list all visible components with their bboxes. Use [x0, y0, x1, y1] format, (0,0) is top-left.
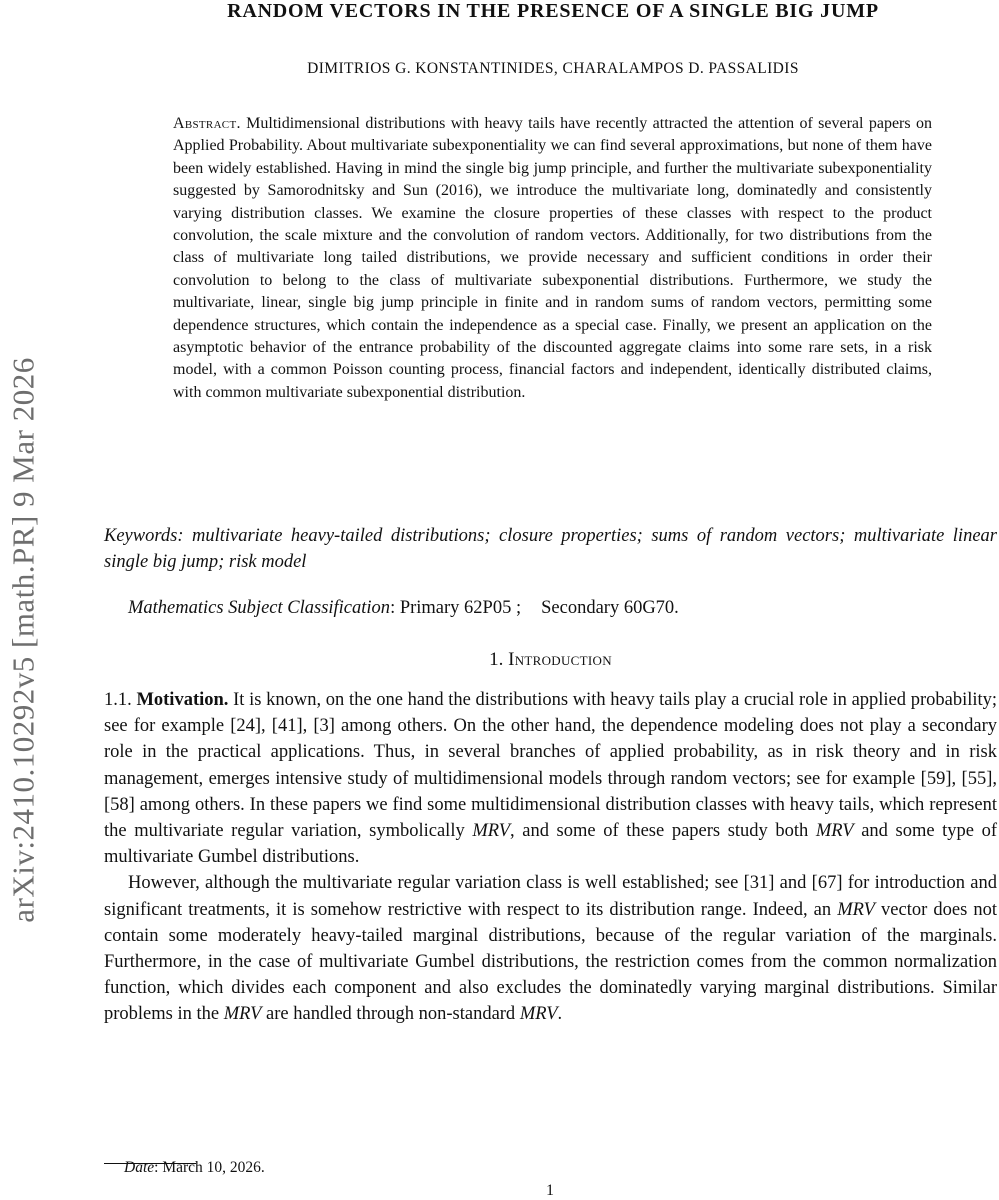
subject-classification [128, 595, 988, 621]
page-number: 1 [546, 1182, 554, 1199]
introduction-body [104, 687, 997, 1028]
arxiv-identifier [0, 280, 48, 1000]
math-symbol: MRV [815, 821, 854, 842]
paragraph-text: , and some of these papers study both [510, 821, 809, 842]
footnote-label: Date [124, 1159, 155, 1176]
subsection-number: 1.1. [104, 690, 132, 710]
msc-primary: : Primary 62P05 ; [390, 598, 522, 618]
math-symbol: MRV [223, 1004, 262, 1025]
paragraph [104, 870, 997, 1027]
keywords: Keywords: multivariate heavy-tailed distributions; closure properties; sums of random vectors; multivariate linear single big jump; risk model [104, 526, 997, 572]
subsection-title: Motivation. [136, 690, 229, 710]
section-title: Introduction [508, 649, 612, 670]
paragraph-text: However, although the multivariate regular variation class is well established; see [31] and [67] for introduction and significant treatments, it is somehow restrictive with respect to its distribution range. Indeed, an [104, 873, 997, 920]
paper-title: RANDOM VECTORS IN THE PRESENCE OF A SINGLE BIG JUMP [227, 0, 879, 22]
math-symbol: MRV [519, 1004, 558, 1025]
math-symbol: MRV [472, 821, 511, 842]
section-heading [104, 649, 997, 671]
footnote-text: : March 10, 2026. [154, 1159, 265, 1176]
paragraph-text: It is known, on the one hand the distributions with heavy tails play a crucial role in applied probability; see for example [24], [41], [3] among others. On the other hand, the dependence modeling does not play a secondary role in the practical applications. Thus, in several branches of applied probability, as in risk theory and in risk management, emerges intensive study of multidimensional models through random vectors; see for example [59], [55], [58] among others. In these papers we find some multidimensional distribution classes with heavy tails, which represent the multivariate regular variation, symbolically [104, 690, 998, 842]
section-number: 1. [489, 649, 504, 670]
abstract-text: Multidimensional distributions with heavy tails have recently attracted the attention of several papers on Applied Probability. About multivariate subexponentiality we can find several approximations, but none of them have been widely established. Having in mind the single big jump principle, and further the multivariate subexponentiality suggested by Samorodnitsky and Sun (2016), we introduce the multivariate long, dominatedly and consistently varying distribution classes. We examine the closure properties of these classes with respect to the product convolution, the scale mixture and the convolution of random vectors. Additionally, for two distributions from the class of multivariate long tailed distributions, we provide necessary and sufficient conditions in order their convolution to belong to the class of multivariate subexponential distributions. Furthermore, we study the multivariate, linear, single big jump principle in finite and in random sums of random vectors, permitting some dependence structures, which contain the independence as a special case. Finally, we present an application on the asymptotic behavior of the entrance probability of the discounted aggregate claims into some rare sets, in a risk model, with a common Poisson counting process, financial factors and independent, identically distributed claims, with common multivariate subexponential distribution. [173, 115, 933, 401]
arxiv-identifier-text: arXiv:2410.10292v5 [math.PR] 9 Mar 2026 [6, 357, 42, 923]
abstract [173, 113, 932, 404]
abstract-label: Abstract. [173, 115, 241, 132]
paragraph [104, 687, 997, 870]
footnote [124, 1158, 265, 1178]
math-symbol: MRV [837, 899, 875, 920]
msc-label: Mathematics Subject Classification [128, 598, 391, 618]
paragraph-text: and some type of multivariate Gumbel distributions. [104, 821, 998, 868]
paragraph-text: . [557, 1004, 563, 1025]
paper-authors: DIMITRIOS G. KONSTANTINIDES, CHARALAMPOS D. PASSALIDIS [307, 60, 799, 77]
paragraph-text: vector does not contain some moderately heavy-tailed marginal distributions, because of the regular variation of the marginals. Furthermore, in the case of multivariate Gumbel distributions, the restriction comes from the common normalization function, which divides each component and also excludes the dominatedly varying marginal distributions. Similar problems in the [104, 899, 998, 1025]
msc-secondary: Secondary 60G70. [541, 598, 679, 618]
paragraph-text: are handled through non-standard [266, 1004, 516, 1025]
